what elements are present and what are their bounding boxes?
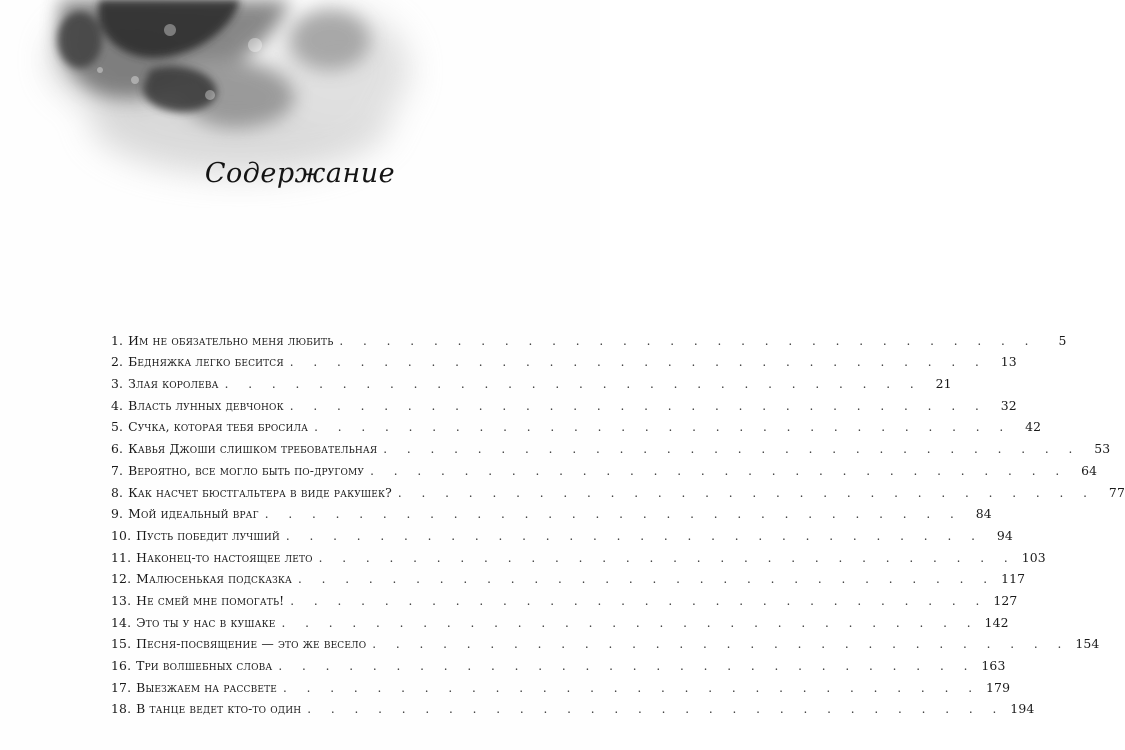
toc-entry-title: Сучка, которая тебя бросила bbox=[128, 419, 309, 435]
toc-entry-number: 2. bbox=[111, 354, 124, 370]
toc-entry[interactable] bbox=[111, 630, 1100, 652]
toc-entry-page: 127 bbox=[993, 592, 1018, 608]
toc-dot-leader: . . . . . . . . . . . . . . . . . . . . . . . . . . . . . . bbox=[307, 702, 1005, 717]
toc-entry-number: 6. bbox=[111, 441, 124, 457]
toc-entry[interactable] bbox=[111, 326, 1067, 348]
toc-entry-title: Как насчет бюстгальтера в виде ракушек? bbox=[128, 484, 392, 500]
toc-entry-title: Им не обязательно меня любить bbox=[128, 332, 334, 348]
toc-entry-title: Наконец-то настоящее лето bbox=[136, 549, 313, 565]
toc-entry[interactable] bbox=[111, 673, 1011, 695]
toc-entry-page: 117 bbox=[1001, 571, 1026, 587]
toc-entry-page: 21 bbox=[935, 376, 952, 392]
table-of-contents bbox=[111, 326, 1125, 717]
toc-dot-leader: . . . . . . . . . . . . . . . . . . . . . . . . . . . . . . bbox=[290, 593, 988, 608]
toc-entry-page: 42 bbox=[1025, 419, 1042, 435]
toc-entry-number: 10. bbox=[111, 527, 132, 543]
toc-entry[interactable] bbox=[111, 456, 1098, 478]
toc-entry-number: 17. bbox=[111, 679, 132, 695]
toc-entry-number: 3. bbox=[111, 376, 124, 392]
toc-entry-title: Три волшебных слова bbox=[136, 658, 273, 673]
toc-entry-title: Это ты у нас в кушаке bbox=[136, 614, 276, 630]
toc-dot-leader: . . . . . . . . . . . . . . . . . . . . . . . . . . . . . . bbox=[264, 507, 962, 522]
toc-entry-number: 5. bbox=[111, 419, 124, 435]
toc-entry[interactable] bbox=[111, 369, 952, 392]
toc-dot-leader: . . . . . . . . . . . . . . . . . . . . . . . . . . . . . . bbox=[339, 333, 1037, 348]
toc-dot-leader: . . . . . . . . . . . . . . . . . . . . . . . . . . . . . . bbox=[314, 420, 1012, 435]
toc-dot-leader: . . . . . . . . . . . . . . . . . . . . . . . . . . . . . . bbox=[224, 377, 922, 392]
toc-entry-number: 1. bbox=[111, 332, 124, 348]
toc-dot-leader: . . . . . . . . . . . . . . . . . . . . . . . . . . . . . . bbox=[282, 680, 981, 695]
toc-entry[interactable] bbox=[111, 500, 992, 522]
page-title: Содержание bbox=[204, 158, 396, 189]
toc-entry-number: 14. bbox=[111, 614, 132, 630]
toc-entry-page: 13 bbox=[1000, 354, 1017, 370]
toc-dot-leader: . . . . . . . . . . . . . . . . . . . . . . . . . . . . . . bbox=[289, 398, 987, 413]
toc-entry-page: 5 bbox=[1058, 332, 1067, 348]
toc-entry-page: 53 bbox=[1094, 441, 1111, 457]
toc-entry-title: Мой идеальный враг bbox=[128, 506, 259, 522]
toc-entry-page: 163 bbox=[981, 658, 1006, 673]
toc-entry-page: 103 bbox=[1021, 549, 1046, 565]
toc-dot-leader: . . . . . . . . . . . . . . . . . . . . . . . . . . . . . . bbox=[289, 355, 987, 370]
toc-entry-title: Пусть победит лучший bbox=[136, 527, 280, 543]
toc-entry[interactable] bbox=[111, 348, 1017, 370]
toc-entry[interactable] bbox=[111, 565, 1026, 587]
toc-dot-leader: . . . . . . . . . . . . . . . . . . . . . . . . . . . . . . bbox=[370, 463, 1068, 478]
toc-entry[interactable] bbox=[111, 478, 1125, 500]
toc-dot-leader: . . . . . . . . . . . . . . . . . . . . . . . . . . . . . . bbox=[318, 550, 1016, 565]
toc-entry-title: В танце ведет кто-то один bbox=[136, 701, 302, 717]
toc-dot-leader: . . . . . . . . . . . . . . . . . . . . . . . . . . . . . . bbox=[278, 659, 976, 673]
toc-entry[interactable] bbox=[111, 391, 1017, 413]
toc-entry-title: Вероятно, все могло быть по-другому bbox=[128, 462, 365, 478]
toc-entry-title: Власть лунных девчонок bbox=[128, 397, 284, 413]
toc-dot-leader: . . . . . . . . . . . . . . . . . . . . . . . . . . . . . . bbox=[281, 615, 979, 630]
toc-entry-page: 94 bbox=[996, 527, 1013, 543]
toc-entry-page: 154 bbox=[1075, 636, 1100, 652]
toc-entry-page: 194 bbox=[1010, 701, 1035, 717]
toc-entry-title: Не смей мне помогать! bbox=[136, 592, 285, 608]
toc-entry-page: 142 bbox=[984, 614, 1009, 630]
toc-entry-title: Выезжаем на рассвете bbox=[136, 679, 277, 695]
toc-entry-page: 84 bbox=[975, 506, 992, 522]
toc-entry-number: 8. bbox=[111, 484, 124, 500]
toc-entry[interactable] bbox=[111, 434, 1111, 457]
toc-entry-page: 32 bbox=[1000, 397, 1017, 413]
toc-entry-title: Малюсенькая подсказка bbox=[136, 571, 293, 587]
toc-dot-leader: . . . . . . . . . . . . . . . . . . . . . . . . . . . . . . bbox=[397, 485, 1095, 500]
toc-entry[interactable] bbox=[111, 521, 1013, 543]
toc-entry[interactable] bbox=[111, 586, 1018, 608]
toc-entry-number: 13. bbox=[111, 592, 132, 608]
toc-entry-number: 18. bbox=[111, 701, 132, 717]
toc-entry[interactable] bbox=[111, 543, 1046, 565]
toc-entry[interactable] bbox=[111, 695, 1035, 717]
toc-entry[interactable] bbox=[111, 413, 1042, 435]
toc-entry-page: 64 bbox=[1081, 462, 1098, 478]
toc-entry-number: 4. bbox=[111, 397, 124, 413]
toc-entry[interactable] bbox=[111, 651, 1006, 673]
toc-entry-number: 9. bbox=[111, 506, 124, 522]
toc-dot-leader: . . . . . . . . . . . . . . . . . . . . . . . . . . . . . . bbox=[372, 637, 1070, 652]
toc-entry-title: Песня-посвящение — это же весело bbox=[136, 636, 367, 652]
toc-dot-leader: . . . . . . . . . . . . . . . . . . . . . . . . . . . . . . bbox=[383, 442, 1081, 457]
toc-entry-number: 11. bbox=[111, 549, 132, 565]
toc-entry-page: 179 bbox=[986, 679, 1011, 695]
toc-entry-number: 12. bbox=[111, 571, 132, 587]
toc-entry-number: 15. bbox=[111, 636, 132, 652]
toc-entry-title: Бедняжка легко бесится bbox=[128, 354, 284, 370]
toc-entry[interactable] bbox=[111, 608, 1009, 630]
toc-entry-number: 7. bbox=[111, 462, 124, 478]
toc-entry-title: Кавья Джоши слишком требовательная bbox=[128, 441, 378, 457]
toc-entry-title: Злая королева bbox=[128, 376, 219, 392]
toc-entry-page: 77 bbox=[1108, 484, 1125, 500]
toc-dot-leader: . . . . . . . . . . . . . . . . . . . . . . . . . . . . . . bbox=[298, 572, 996, 587]
toc-entry-number: 16. bbox=[111, 658, 132, 673]
toc-dot-leader: . . . . . . . . . . . . . . . . . . . . . . . . . . . . . . bbox=[285, 528, 983, 543]
